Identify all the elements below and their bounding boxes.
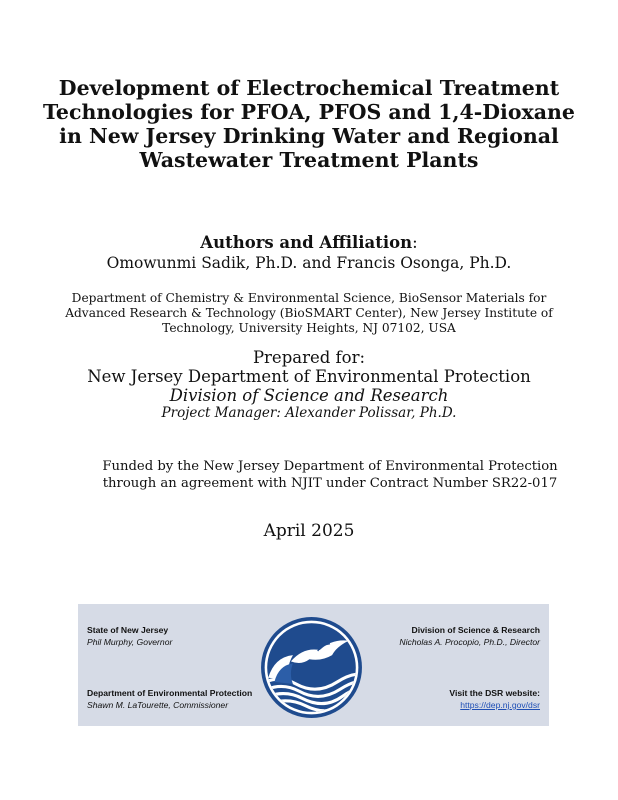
director-name: Nicholas A. Procopio, Ph.D., Director [399,637,540,647]
author-names: Omowunmi Sadik, Ph.D. and Francis Osonga, Ph.D. [106,254,512,272]
prepared-for-block [0,348,618,421]
report-title [0,76,618,172]
funding-line-2: through an agreement with NJIT under Contract Number SR22-017 [102,476,558,491]
title-line-1: Development of Electrochemical Treatment [58,76,560,100]
authors-heading-text: Authors and Affiliation [200,233,413,252]
dep-label: Department of Environmental Protection [87,688,253,698]
authors-heading [0,233,618,253]
dsr-label: Division of Science & Research [411,625,540,635]
title-line-4: Wastewater Treatment Plants [139,148,479,172]
dep-block [87,687,252,711]
funding-statement [0,458,618,492]
report-date: April 2025 [263,521,355,541]
dsr-block [399,624,540,648]
authors-heading-colon: : [412,233,418,252]
commissioner-name: Shawn M. LaTourette, Commissioner [87,700,229,710]
governor-name: Phil Murphy, Governor [87,637,173,647]
affiliation-line-3: Technology, University Heights, NJ 07102, USA [162,321,456,335]
agency-footer-banner [78,604,549,726]
funding-line-1: Funded by the New Jersey Department of Environmental Protection [102,459,558,474]
affiliation-line-2: Advanced Research & Technology (BioSMART Center), New Jersey Institute of [65,306,553,320]
state-label: State of New Jersey [87,625,169,635]
affiliation-line-1: Department of Chemistry & Environmental Science, BioSensor Materials for [71,291,547,305]
state-block [87,624,172,648]
title-line-2: Technologies for PFOA, PFOS and 1,4-Dioxane [43,100,575,124]
nj-dep-seal-icon [260,616,363,719]
title-line-3: in New Jersey Drinking Water and Regional [59,124,559,148]
affiliation [0,291,618,336]
agency-name: New Jersey Department of Environmental Protection [87,367,531,386]
division-name: Division of Science and Research [169,386,449,405]
prepared-for-label: Prepared for: [252,348,366,367]
website-block [449,687,540,711]
website-label: Visit the DSR website: [449,688,540,698]
project-manager: Project Manager: Alexander Polissar, Ph.D. [161,405,457,421]
dsr-website-link[interactable]: https://dep.nj.gov/dsr [460,700,540,710]
